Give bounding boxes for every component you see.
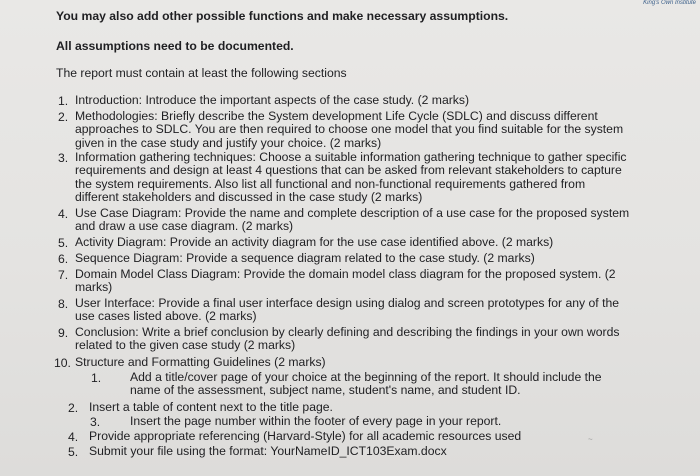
section-structure-formatting: Structure and Formatting Guidelines (2 marks) xyxy=(75,355,326,369)
subitem-table-of-content: Insert a table of content next to the title page. xyxy=(89,400,333,414)
section-methodologies: Methodologies: Briefly describe the System development Life Cycle (SDLC) and discuss different approaches to SDLC. You are then required to choose one model that you find suitable for the system given in the case study and justify your choice. (2 marks) xyxy=(75,109,624,150)
section-number: 10. xyxy=(54,356,71,370)
subitem-referencing: Provide appropriate referencing (Harvard-Style) for all academic resources used xyxy=(89,429,522,443)
section-number: 9. xyxy=(58,326,69,340)
section-user-interface: User Interface: Provide a final user interface design using dialog and screen prototypes for any of the use cases listed above. (2 marks) xyxy=(75,296,620,324)
section-number: 6. xyxy=(58,252,69,266)
subitem-submit-file: Submit your file using the format: YourNameID_ICT103Exam.docx xyxy=(89,444,447,458)
section-number: 3. xyxy=(58,151,69,165)
subitem-page-number: Insert the page number within the footer of every page in your report. xyxy=(130,414,502,428)
subitem-number: 1. xyxy=(91,371,102,385)
section-introduction: Introduction: Introduce the important aspects of the case study. (2 marks) xyxy=(75,93,470,107)
section-number: 5. xyxy=(58,236,69,250)
section-conclusion: Conclusion: Write a brief conclusion by clearly defining and describing the findings in your own words related to the given case study (2 marks) xyxy=(75,325,620,353)
section-number: 4. xyxy=(58,207,69,221)
subitem-number: 3. xyxy=(90,415,101,429)
section-number: 1. xyxy=(58,94,69,108)
section-number: 7. xyxy=(58,268,69,282)
section-number: 2. xyxy=(58,110,69,124)
intro-line-functions: You may also add other possible functions and make necessary assumptions. xyxy=(56,9,509,23)
section-sequence-diagram: Sequence Diagram: Provide a sequence diagram related to the case study. (2 marks) xyxy=(75,251,535,265)
section-domain-model: Domain Model Class Diagram: Provide the domain model class diagram for the proposed system. (2 marks) xyxy=(75,267,616,295)
institute-logo: King's Own Institute xyxy=(643,0,696,6)
section-information-gathering: Information gathering techniques: Choose a suitable information gathering technique to gather specific requirements and design at least 4 questions that can be asked from relevant stakeholders to capture the system requirements. Also list all functional and non-functional requirements gathered from different stakeholders and discussed in the case study (2 marks) xyxy=(75,150,627,205)
subitem-number: 4. xyxy=(68,430,79,444)
intro-line-assumptions: All assumptions need to be documented. xyxy=(56,39,294,53)
page-smudge-mark: ~ xyxy=(588,435,593,444)
section-number: 8. xyxy=(58,297,69,311)
intro-line-sections: The report must contain at least the following sections xyxy=(56,66,347,80)
subitem-cover-page: Add a title/cover page of your choice at the beginning of the report. It should include the name of the assessment, subject name, student's name, and student ID. xyxy=(130,370,602,398)
section-activity-diagram: Activity Diagram: Provide an activity diagram for the use case identified above. (2 marks) xyxy=(75,235,554,249)
subitem-number: 5. xyxy=(68,445,79,459)
section-use-case-diagram: Use Case Diagram: Provide the name and complete description of a use case for the proposed system and draw a use case diagram. (2 marks) xyxy=(75,206,630,234)
subitem-number: 2. xyxy=(68,401,79,415)
